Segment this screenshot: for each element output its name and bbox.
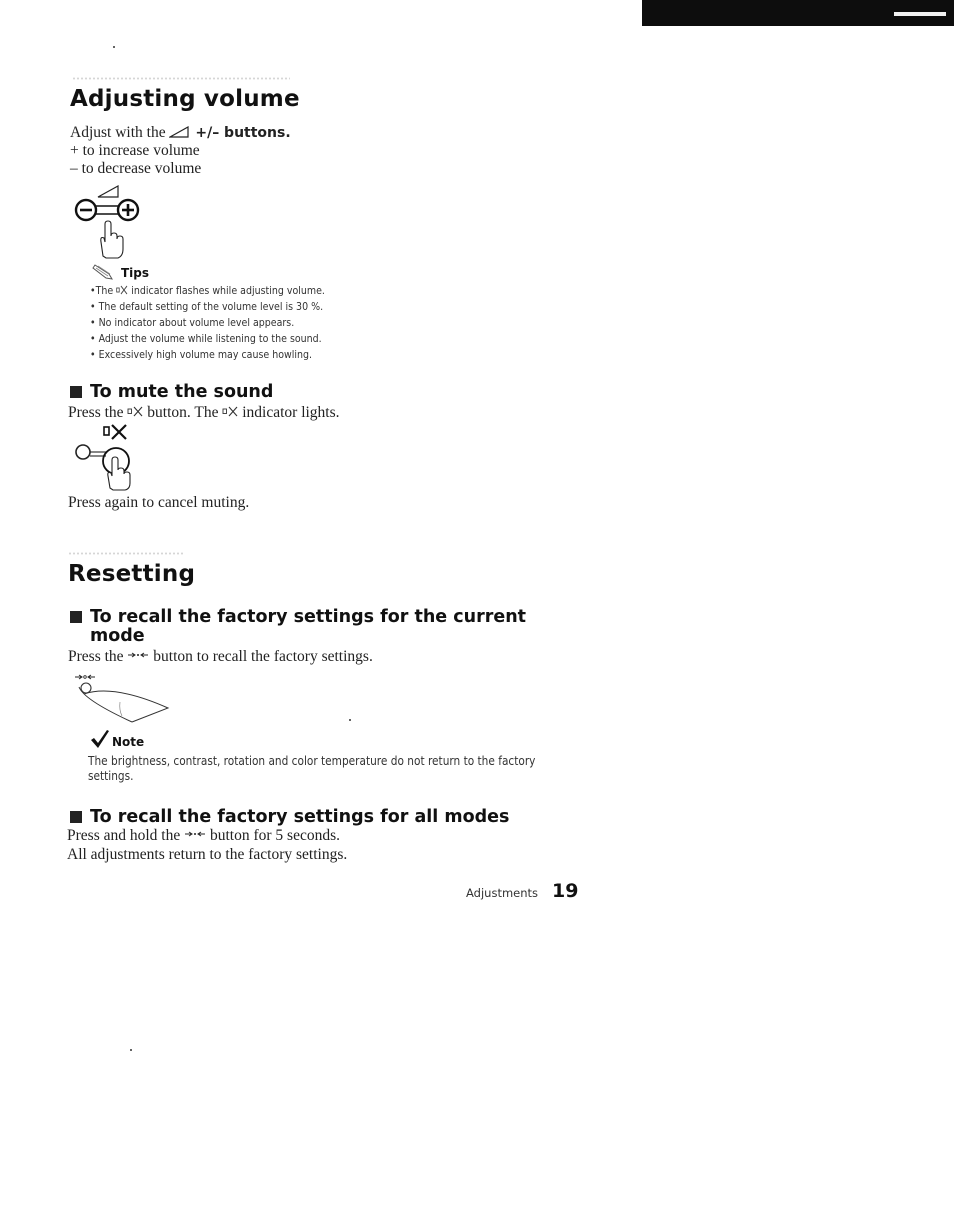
checkmark-icon bbox=[90, 729, 110, 749]
page-footer bbox=[466, 880, 578, 902]
pen-tip-icon bbox=[79, 687, 168, 722]
volume-increase-line: + to increase volume bbox=[70, 142, 200, 159]
reset-button-icon bbox=[81, 683, 91, 693]
mute-cancel-text: Press again to cancel muting. bbox=[68, 494, 250, 511]
mute-heading bbox=[70, 383, 273, 402]
mute-speaker-icon bbox=[127, 406, 143, 417]
heading-bullet bbox=[70, 811, 82, 823]
recall-current-text: button to recall the factory settings. bbox=[153, 648, 373, 665]
recall-all-heading bbox=[70, 808, 509, 827]
reset-arrows-icon bbox=[127, 651, 149, 659]
section-divider bbox=[72, 76, 290, 81]
recall-all-text: button for 5 seconds. bbox=[209, 827, 340, 844]
recall-all-heading-text: To recall the factory settings for all modes bbox=[90, 807, 510, 827]
volume-buttons-illustration bbox=[70, 184, 150, 264]
mute-speaker-icon bbox=[222, 406, 238, 417]
recall-current-instruction bbox=[68, 648, 373, 666]
reset-arrows-icon bbox=[75, 675, 95, 679]
note-label: Note bbox=[112, 735, 145, 749]
section-title-volume: Adjusting volume bbox=[70, 86, 300, 112]
volume-decrease-line: – to decrease volume bbox=[70, 160, 202, 177]
tip-item: • Excessively high volume may cause howling. bbox=[90, 348, 313, 361]
mute-speaker-icon bbox=[104, 425, 126, 439]
mute-instruction-text: indicator lights. bbox=[242, 404, 340, 421]
tips-header bbox=[92, 262, 149, 280]
reset-arrows-icon bbox=[184, 830, 206, 838]
mute-instruction-text: Press the bbox=[68, 404, 124, 421]
volume-triangle-icon bbox=[98, 186, 118, 197]
tip-item: • No indicator about volume level appears. bbox=[90, 316, 295, 329]
reset-button-illustration bbox=[74, 672, 174, 728]
tip-text: •The bbox=[90, 284, 114, 297]
mute-speaker-icon bbox=[116, 285, 128, 295]
volume-intro-buttons: +/– buttons. bbox=[195, 125, 291, 141]
pencil-icon bbox=[92, 262, 118, 280]
speck bbox=[349, 719, 351, 721]
heading-bullet bbox=[70, 611, 82, 623]
tip-item: • The default setting of the volume level is 30 %. bbox=[90, 300, 324, 313]
mute-button-illustration bbox=[72, 424, 144, 492]
header-bar-mark bbox=[894, 12, 946, 16]
mute-heading-text: To mute the sound bbox=[90, 382, 274, 402]
note-header bbox=[90, 729, 144, 749]
volume-intro-text: Adjust with the bbox=[70, 124, 166, 141]
mute-instruction-text: button. The bbox=[147, 404, 219, 421]
mute-instruction bbox=[68, 404, 340, 422]
finger-press-icon bbox=[108, 457, 130, 490]
section-title-resetting: Resetting bbox=[68, 561, 196, 587]
volume-intro bbox=[70, 124, 291, 142]
indicator-lamp-icon bbox=[76, 445, 90, 459]
page-number: 19 bbox=[552, 880, 579, 902]
recall-current-heading bbox=[70, 608, 526, 646]
note-text: The brightness, contrast, rotation and color temperature do not return to the factory settings. bbox=[88, 754, 536, 783]
tips-label: Tips bbox=[121, 266, 150, 280]
tip-item: • Adjust the volume while listening to the sound. bbox=[90, 332, 322, 345]
footer-section-label: Adjustments bbox=[466, 886, 539, 900]
speck bbox=[113, 46, 115, 48]
section-divider bbox=[68, 551, 184, 556]
recall-current-heading-text: mode bbox=[90, 626, 145, 646]
header-bar bbox=[642, 0, 954, 26]
tip-item bbox=[90, 283, 325, 299]
volume-triangle-icon bbox=[169, 126, 191, 138]
recall-all-result: All adjustments return to the factory settings. bbox=[67, 846, 348, 863]
recall-all-instruction bbox=[67, 827, 340, 845]
recall-current-text: Press the bbox=[68, 648, 124, 665]
speck bbox=[130, 1049, 132, 1051]
tip-text: indicator flashes while adjusting volume. bbox=[131, 284, 325, 297]
recall-current-heading-text: To recall the factory settings for the current bbox=[90, 607, 527, 627]
heading-bullet bbox=[70, 386, 82, 398]
finger-press-icon bbox=[101, 221, 123, 258]
recall-all-text: Press and hold the bbox=[67, 827, 181, 844]
